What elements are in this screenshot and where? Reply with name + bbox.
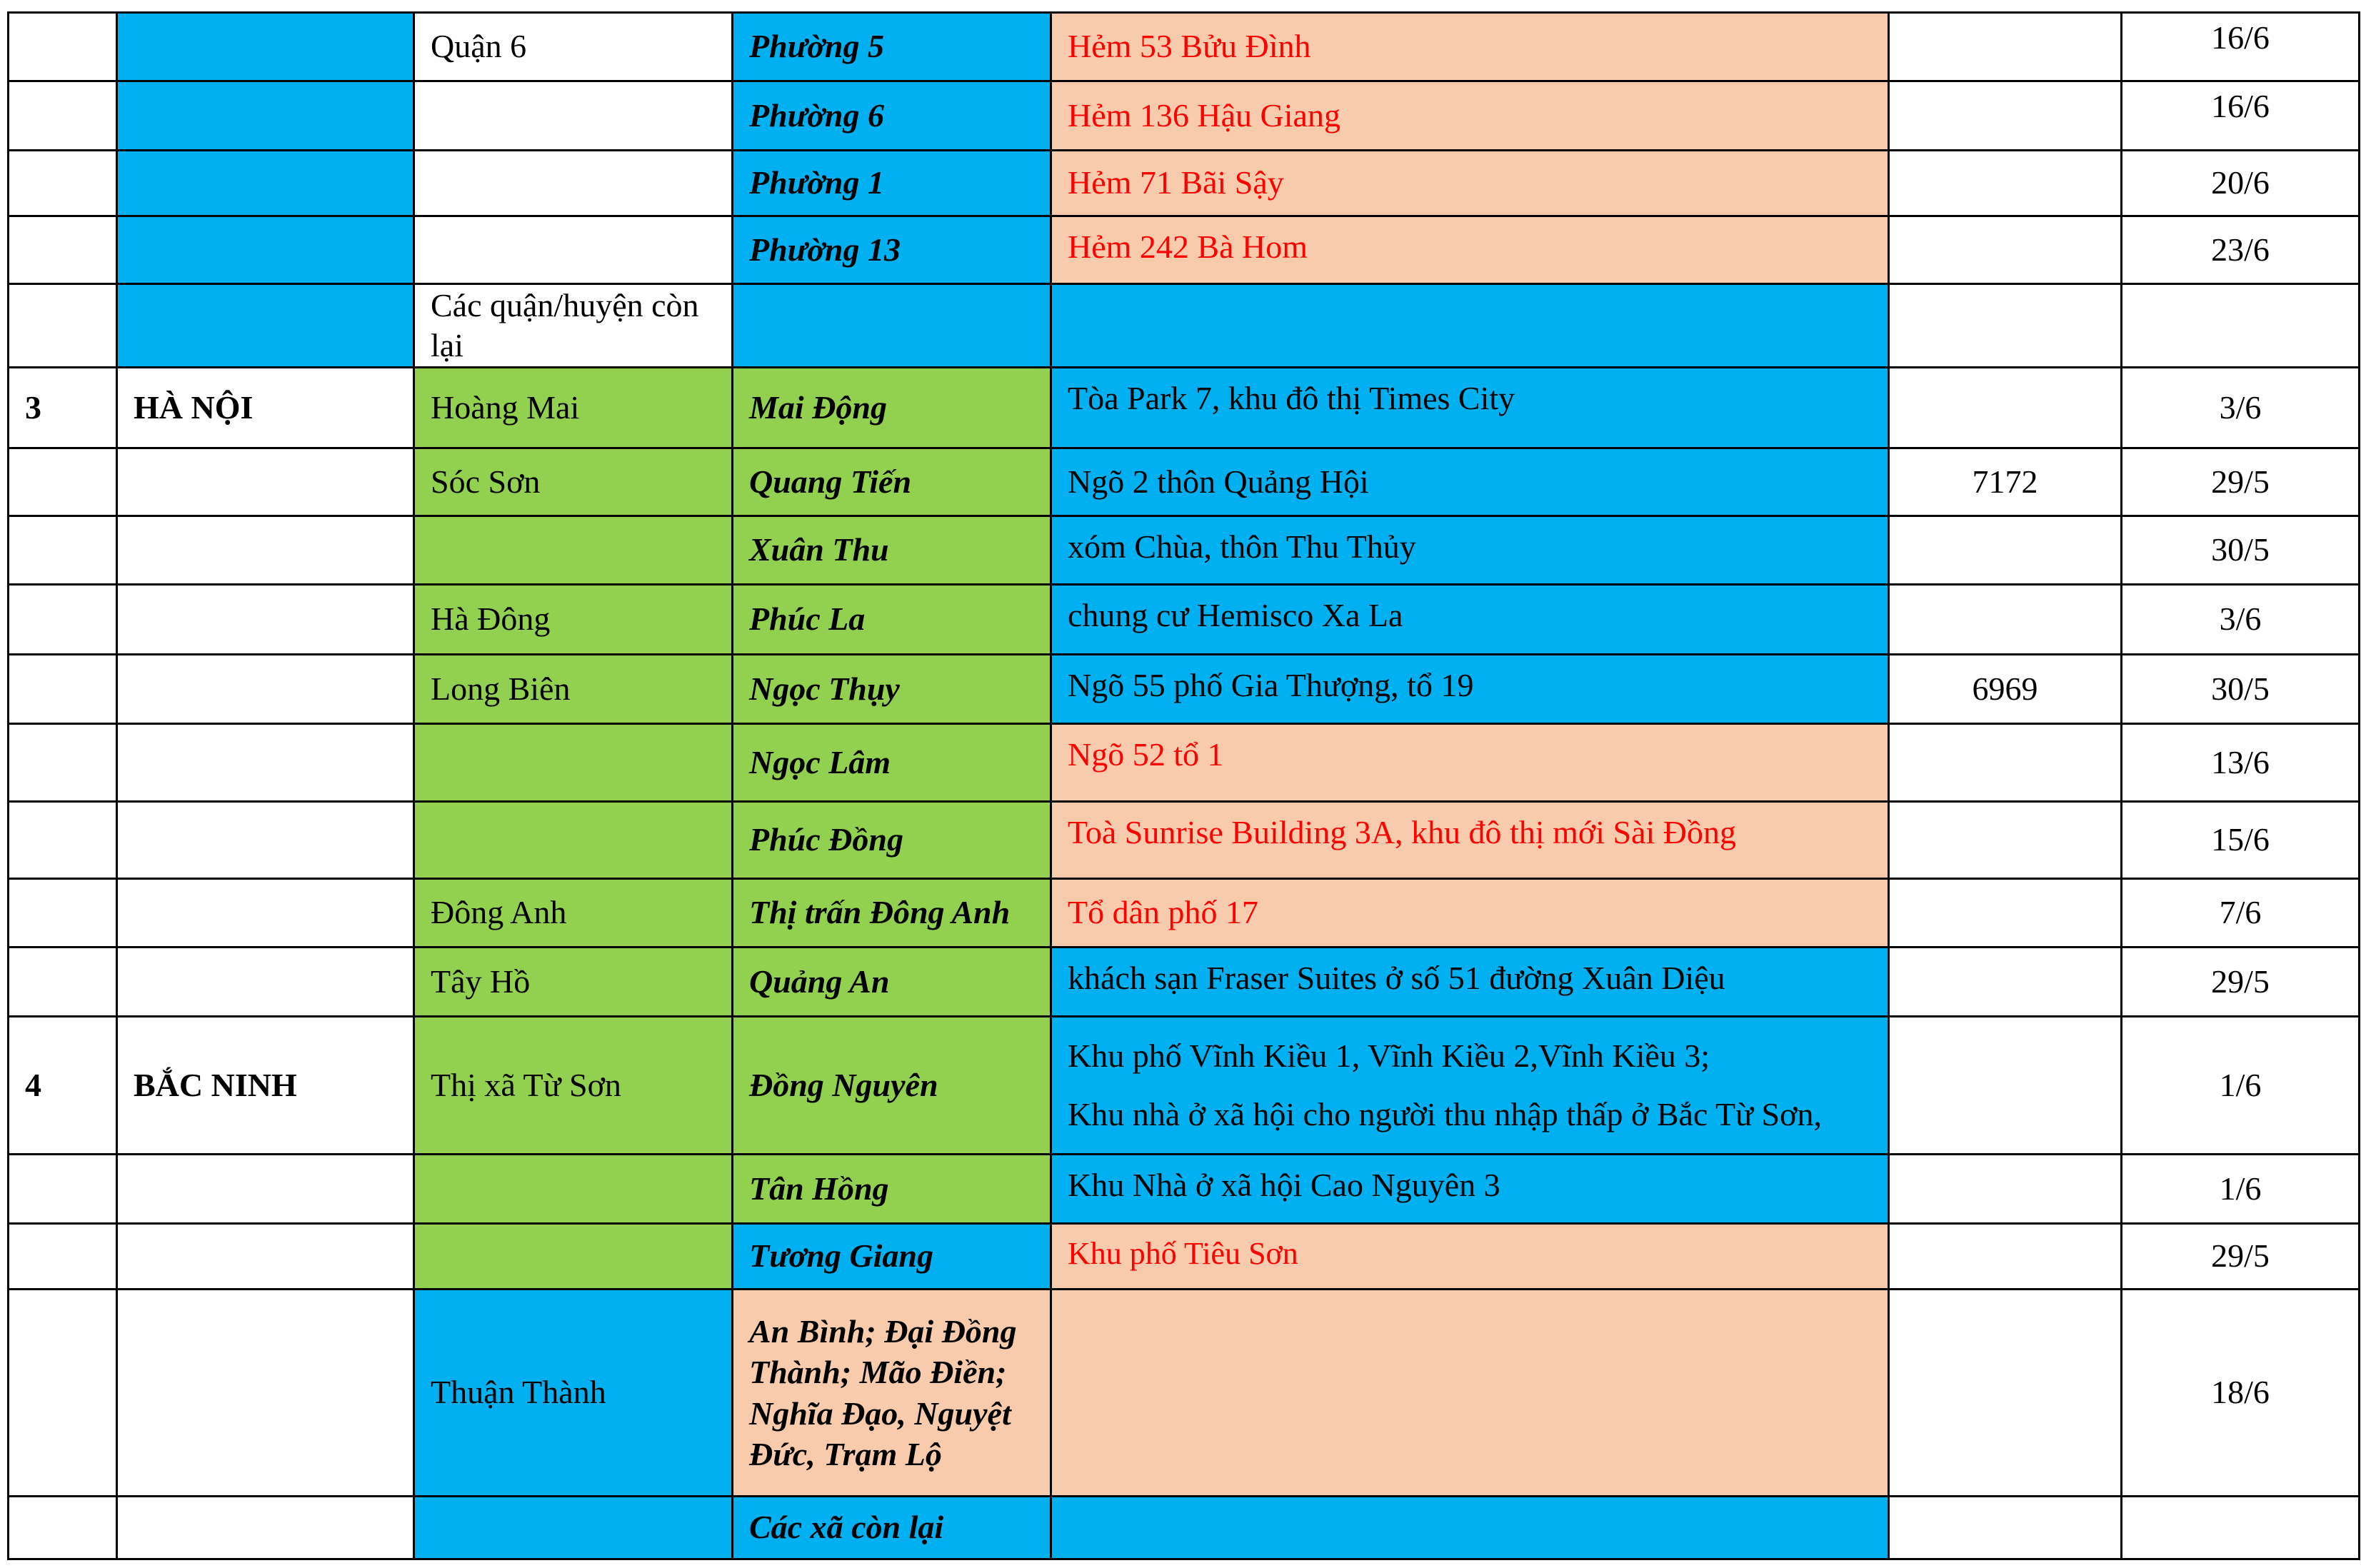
- address-line: Hẻm 136 Hậu Giang: [1068, 96, 1340, 134]
- province-cell: [117, 1155, 414, 1224]
- district-cell: [414, 151, 733, 216]
- date-cell: 30/5: [2122, 655, 2360, 724]
- date-cell: 15/6: [2122, 802, 2360, 879]
- province-cell: [117, 724, 414, 802]
- table-row: [9, 516, 2360, 585]
- address-cell: [1051, 448, 1889, 516]
- address-line: Hẻm 53 Bửu Đình: [1068, 28, 1311, 65]
- address-cell: [1051, 284, 1889, 368]
- ward-cell: Xuân Thu: [733, 516, 1051, 585]
- ward-cell: [733, 284, 1051, 368]
- district-cell: Long Biên: [414, 655, 733, 724]
- address-line: Ngõ 2 thôn Quảng Hội: [1068, 463, 1369, 500]
- district-cell: Sóc Sơn: [414, 448, 733, 516]
- row-number-cell: [9, 516, 117, 585]
- province-cell: BẮC NINH: [117, 1017, 414, 1155]
- ward-cell: Phúc Đồng: [733, 802, 1051, 879]
- row-number-cell: [9, 13, 117, 81]
- date-cell: 16/6: [2122, 81, 2360, 151]
- date-cell: 20/6: [2122, 151, 2360, 216]
- row-number-cell: [9, 216, 117, 284]
- outbreak-locations-table: [7, 11, 2360, 1560]
- case-count-cell: [1889, 724, 2122, 802]
- ward-cell: Phường 5: [733, 13, 1051, 81]
- district-cell: [414, 802, 733, 879]
- row-number-cell: 3: [9, 368, 117, 448]
- address-cell: [1051, 216, 1889, 284]
- case-count-cell: [1889, 948, 2122, 1017]
- district-cell: Hoàng Mai: [414, 368, 733, 448]
- date-cell: 18/6: [2122, 1290, 2360, 1497]
- province-cell: [117, 948, 414, 1017]
- address-cell: [1051, 1497, 1889, 1559]
- address-cell: [1051, 516, 1889, 585]
- address-line: Tòa Park 7, khu đô thị Times City: [1068, 380, 1515, 416]
- table-row: [9, 948, 2360, 1017]
- case-count-cell: [1889, 284, 2122, 368]
- ward-cell: Phường 13: [733, 216, 1051, 284]
- address-line: Khu Nhà ở xã hội Cao Nguyên 3: [1068, 1167, 1500, 1203]
- ward-cell: Mai Động: [733, 368, 1051, 448]
- district-cell: Thị xã Từ Sơn: [414, 1017, 733, 1155]
- ward-cell: Phường 6: [733, 81, 1051, 151]
- address-cell: [1051, 151, 1889, 216]
- address-line: chung cư Hemisco Xa La: [1068, 597, 1403, 633]
- case-count-cell: [1889, 879, 2122, 948]
- province-cell: [117, 655, 414, 724]
- case-count-cell: [1889, 1155, 2122, 1224]
- address-line: Ngõ 55 phố Gia Thượng, tổ 19: [1068, 667, 1474, 703]
- ward-cell: Tân Hồng: [733, 1155, 1051, 1224]
- case-count-cell: [1889, 151, 2122, 216]
- date-cell: [2122, 1497, 2360, 1559]
- address-cell: [1051, 1155, 1889, 1224]
- address-cell: [1051, 585, 1889, 655]
- row-number-cell: [9, 879, 117, 948]
- address-line: xóm Chùa, thôn Thu Thủy: [1068, 528, 1416, 565]
- address-line: khách sạn Fraser Suites ở số 51 đường Xuân Diệu: [1068, 960, 1725, 996]
- date-cell: 1/6: [2122, 1155, 2360, 1224]
- province-cell: [117, 284, 414, 368]
- date-cell: 13/6: [2122, 724, 2360, 802]
- district-cell: [414, 516, 733, 585]
- case-count-cell: [1889, 802, 2122, 879]
- date-cell: 3/6: [2122, 585, 2360, 655]
- address-line: Tổ dân phố 17: [1068, 894, 1259, 931]
- province-cell: [117, 1290, 414, 1497]
- case-count-cell: [1889, 1290, 2122, 1497]
- case-count-cell: [1889, 81, 2122, 151]
- table-row: [9, 724, 2360, 802]
- row-number-cell: [9, 1224, 117, 1290]
- row-number-cell: [9, 81, 117, 151]
- district-cell: Hà Đông: [414, 585, 733, 655]
- address-cell: [1051, 13, 1889, 81]
- table-row: [9, 1290, 2360, 1497]
- date-cell: [2122, 284, 2360, 368]
- date-cell: 29/5: [2122, 1224, 2360, 1290]
- case-count-cell: [1889, 585, 2122, 655]
- table-row: [9, 368, 2360, 448]
- province-cell: [117, 1497, 414, 1559]
- table-row: [9, 1155, 2360, 1224]
- table-row: [9, 1224, 2360, 1290]
- address-cell: [1051, 368, 1889, 448]
- province-cell: [117, 448, 414, 516]
- table-row: [9, 585, 2360, 655]
- row-number-cell: [9, 948, 117, 1017]
- address-line: Khu phố Vĩnh Kiều 1, Vĩnh Kiều 2,Vĩnh Kiều 3;: [1068, 1037, 1710, 1074]
- address-cell: [1051, 879, 1889, 948]
- district-cell: Đông Anh: [414, 879, 733, 948]
- ward-cell: Ngọc Lâm: [733, 724, 1051, 802]
- ward-cell: Các xã còn lại: [733, 1497, 1051, 1559]
- ward-cell: Quang Tiến: [733, 448, 1051, 516]
- case-count-cell: [1889, 1497, 2122, 1559]
- province-cell: [117, 151, 414, 216]
- district-cell: [414, 1224, 733, 1290]
- district-cell: Quận 6: [414, 13, 733, 81]
- date-cell: 23/6: [2122, 216, 2360, 284]
- district-cell: [414, 216, 733, 284]
- district-cell: Các quận/huyện còn lại: [414, 284, 733, 368]
- district-cell: Tây Hồ: [414, 948, 733, 1017]
- date-cell: 29/5: [2122, 948, 2360, 1017]
- date-cell: 3/6: [2122, 368, 2360, 448]
- row-number-cell: [9, 284, 117, 368]
- ward-cell: An Bình; Đại Đồng Thành; Mão Điền; Nghĩa Đạo, Nguyệt Đức, Trạm Lộ: [733, 1290, 1051, 1497]
- date-cell: 30/5: [2122, 516, 2360, 585]
- table-row: [9, 216, 2360, 284]
- ward-cell: Tương Giang: [733, 1224, 1051, 1290]
- address-cell: [1051, 1017, 1889, 1155]
- table-row: [9, 879, 2360, 948]
- case-count-cell: [1889, 516, 2122, 585]
- address-cell: [1051, 655, 1889, 724]
- table-row: [9, 284, 2360, 368]
- district-cell: [414, 81, 733, 151]
- province-cell: [117, 516, 414, 585]
- case-count-cell: [1889, 216, 2122, 284]
- table-row: [9, 655, 2360, 724]
- address-cell: [1051, 948, 1889, 1017]
- province-cell: [117, 13, 414, 81]
- case-count-cell: 6969: [1889, 655, 2122, 724]
- case-count-cell: 7172: [1889, 448, 2122, 516]
- address-cell: [1051, 802, 1889, 879]
- district-cell: [414, 724, 733, 802]
- table-row: [9, 448, 2360, 516]
- case-count-cell: [1889, 368, 2122, 448]
- row-number-cell: [9, 151, 117, 216]
- date-cell: 29/5: [2122, 448, 2360, 516]
- row-number-cell: [9, 585, 117, 655]
- row-number-cell: [9, 1155, 117, 1224]
- ward-cell: Phường 1: [733, 151, 1051, 216]
- case-count-cell: [1889, 1017, 2122, 1155]
- province-cell: HÀ NỘI: [117, 368, 414, 448]
- ward-cell: Ngọc Thụy: [733, 655, 1051, 724]
- province-cell: [117, 216, 414, 284]
- row-number-cell: [9, 655, 117, 724]
- date-cell: 16/6: [2122, 13, 2360, 81]
- table-row: [9, 1017, 2360, 1155]
- address-cell: [1051, 81, 1889, 151]
- province-cell: [117, 585, 414, 655]
- address-line: Hẻm 242 Bà Hom: [1068, 228, 1308, 265]
- province-cell: [117, 1224, 414, 1290]
- row-number-cell: [9, 724, 117, 802]
- address-line: Hẻm 71 Bãi Sậy: [1068, 164, 1284, 201]
- district-cell: Thuận Thành: [414, 1290, 733, 1497]
- address-line: Khu phố Tiêu Sơn: [1068, 1236, 1298, 1271]
- address-line: Khu nhà ở xã hội cho người thu nhập thấp ở Bắc Từ Sơn,: [1068, 1096, 1822, 1132]
- province-cell: [117, 802, 414, 879]
- case-count-cell: [1889, 13, 2122, 81]
- row-number-cell: [9, 802, 117, 879]
- province-cell: [117, 81, 414, 151]
- address-cell: [1051, 1290, 1889, 1497]
- table-row: [9, 802, 2360, 879]
- ward-cell: Quảng An: [733, 948, 1051, 1017]
- address-line: Ngõ 52 tổ 1: [1068, 736, 1224, 773]
- ward-cell: Thị trấn Đông Anh: [733, 879, 1051, 948]
- ward-cell: Phúc La: [733, 585, 1051, 655]
- address-line: Toà Sunrise Building 3A, khu đô thị mới Sài Đồng: [1068, 814, 1736, 850]
- date-cell: 7/6: [2122, 879, 2360, 948]
- table-row: [9, 13, 2360, 81]
- table-row: [9, 81, 2360, 151]
- address-cell: [1051, 1224, 1889, 1290]
- case-count-cell: [1889, 1224, 2122, 1290]
- ward-cell: Đồng Nguyên: [733, 1017, 1051, 1155]
- province-cell: [117, 879, 414, 948]
- district-cell: [414, 1497, 733, 1559]
- date-cell: 1/6: [2122, 1017, 2360, 1155]
- table-row: [9, 1497, 2360, 1559]
- row-number-cell: [9, 1290, 117, 1497]
- table-row: [9, 151, 2360, 216]
- row-number-cell: [9, 448, 117, 516]
- row-number-cell: 4: [9, 1017, 117, 1155]
- district-cell: [414, 1155, 733, 1224]
- row-number-cell: [9, 1497, 117, 1559]
- address-cell: [1051, 724, 1889, 802]
